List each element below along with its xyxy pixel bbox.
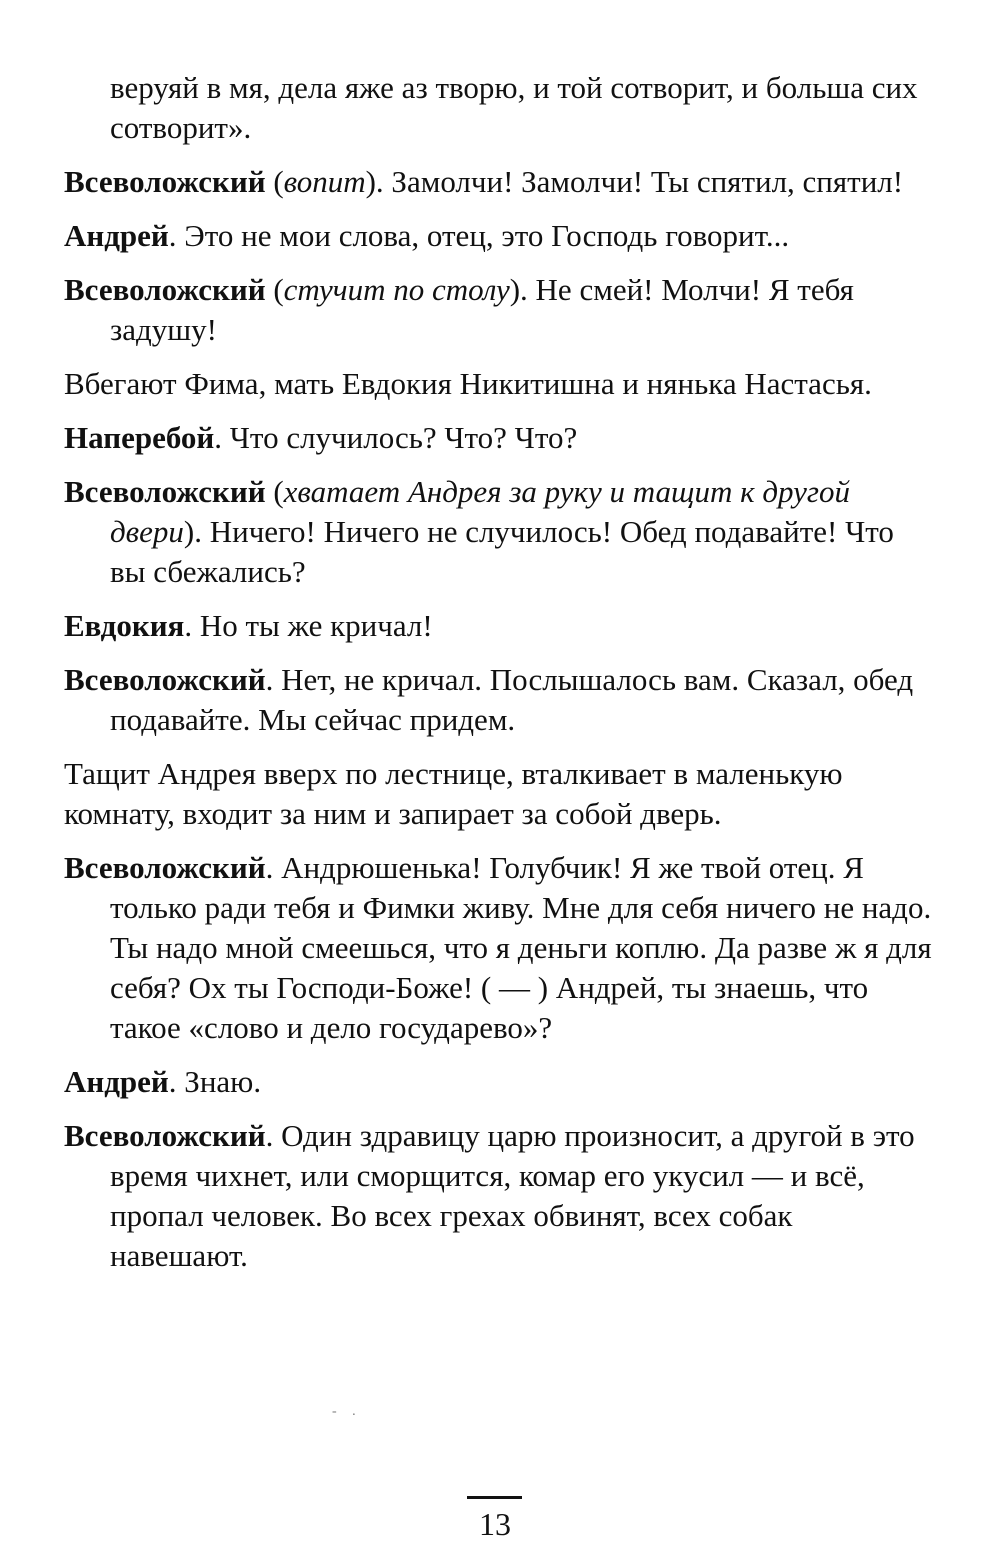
dialogue-line: Наперебой. Что случилось? Что? Что? [64,420,578,455]
page-number: 13 [479,1506,511,1542]
dialogue-text: Ничего! Ничего не случилось! Обед подавайте! Что вы сбежались? [110,514,894,589]
dialogue-line: Андрей. Знаю. [64,1064,262,1099]
dialogue-line: Всеволожский. Нет, не кричал. Послышалось вам. Сказал, обед подавайте. Мы сейчас придем. [64,662,914,737]
dialogue-line: Всеволожский. Андрюшенька! Голубчик! Я же твой отец. Я только ради тебя и Фимки живу. Мне для себя ничего не надо. Ты надо мной смеешься, что я деньги коплю. Да разве ж я для себя? Ох ты Господи-Боже! ( — ) Андрей, ты знаешь, что такое «слово и дело государево»? [64,850,932,1045]
dialogue-text: Знаю. [184,1064,262,1099]
dialogue-line: Андрей. Это не мои слова, отец, это Господь говорит... [64,218,790,253]
dialogue-line: Всеволожский (стучит по столу). Не смей! Молчи! Я тебя задушу! [64,272,854,347]
speaker-name: Евдокия [64,608,185,643]
dialogue-text: Это не мои слова, отец, это Господь говорит... [184,218,790,253]
dialogue-text: Нет, не кричал. Послышалось вам. Сказал, обед подавайте. Мы сейчас придем. [110,662,914,737]
speaker-name: Андрей [64,1064,169,1099]
stage-remark: стучит по столу [283,272,510,307]
dialogue-line: Евдокия. Но ты же кричал! [64,608,433,643]
print-specks: - . [332,1404,362,1419]
stage-remark: хватает Андрея за руку и тащит к другой двери [110,474,850,549]
dialogue-line: Всеволожский. Один здравицу царю произносит, а другой в это время чихнет, или сморщится, комар его укусил — и всё, пропал человек. Во всех грехах обвинят, всех собак навешают. [64,1118,915,1273]
continuation-paragraph [64,68,934,148]
dialogue-line: Всеволожский (вопит). Замолчи! Замолчи! Ты спятил, спятил! [64,164,904,199]
stage-direction-text: Вбегают Фима, мать Евдокия Никитишна и нянька Настасья. [64,366,872,401]
speaker-name: Всеволожский [64,662,266,697]
speaker-name: Всеволожский [64,272,266,307]
dialogue-text: Что случилось? Что? Что? [229,420,578,455]
dialogue-text: Замолчи! Замолчи! Ты спятил, спятил! [391,164,904,199]
stage-direction-text: Тащит Андрея вверх по лестнице, вталкивает в маленькую комнату, входит за ним и запирает за собой дверь. [64,756,843,831]
stage-direction [64,364,934,404]
dialogue-line: Всеволожский (хватает Андрея за руку и тащит к другой двери). Ничего! Ничего не случилось! Обед подавайте! Что вы сбежались? [64,474,894,589]
book-page-text [64,68,934,1290]
dialogue-text: Один здравицу царю произносит, а другой в это время чихнет, или сморщится, комар его укусил — и всё, пропал человек. Во всех грехах обвинят, всех собак навешают. [110,1118,915,1273]
page-number-rule [467,1496,522,1499]
stage-remark: вопит [283,164,366,199]
dialogue-text: Не смей! Молчи! Я тебя задушу! [110,272,854,347]
stage-direction [64,754,934,834]
speaker-name: Андрей [64,218,169,253]
speaker-name: Наперебой [64,420,215,455]
speaker-name: Всеволожский [64,474,266,509]
dialogue-text: Андрюшенька! Голубчик! Я же твой отец. Я только ради тебя и Фимки живу. Мне для себя ничего не надо. Ты надо мной смеешься, что я деньги коплю. Да разве ж я для себя? Ох ты Господи-Боже! ( — ) Андрей, ты знаешь, что такое «слово и дело государево»? [110,850,932,1045]
continuation-text: веруяй в мя, дела яже аз творю, и той сотворит, и больша сих сотворит». [110,70,918,145]
speaker-name: Всеволожский [64,850,266,885]
speaker-name: Всеволожский [64,164,266,199]
dialogue-text: Но ты же кричал! [199,608,433,643]
speaker-name: Всеволожский [64,1118,266,1153]
